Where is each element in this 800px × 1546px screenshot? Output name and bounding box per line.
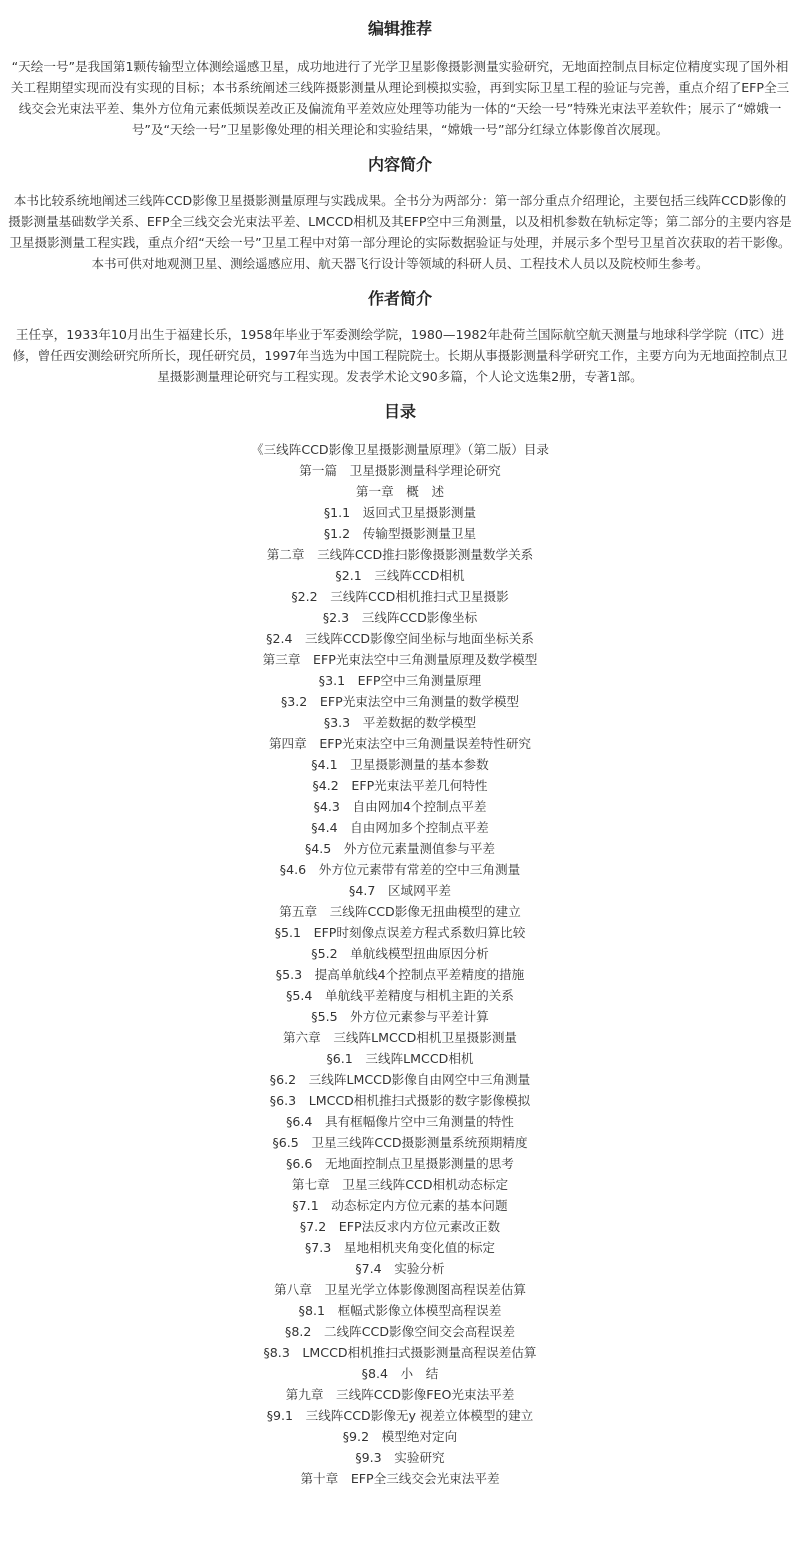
toc-entry: §1.2 传输型摄影测量卫星 [323,526,477,541]
toc-entry: §6.5 卫星三线阵CCD摄影测量系统预期精度 [272,1135,528,1150]
toc-entry: 第一篇 卫星摄影测量科学理论研究 [299,463,501,478]
toc-entry: §6.1 三线阵LMCCD相机 [326,1051,474,1066]
toc-entry: §2.2 三线阵CCD相机推扫式卫星摄影 [291,589,509,604]
toc-entry: §8.4 小 结 [361,1366,439,1381]
toc-entry: §6.4 具有框幅像片空中三角测量的特性 [286,1114,514,1129]
toc-entry: 第七章 卫星三线阵CCD相机动态标定 [291,1177,509,1192]
toc-entry: §5.3 提高单航线4个控制点平差精度的措施 [275,967,525,982]
toc-entry: 第九章 三线阵CCD影像FEO光束法平差 [285,1387,515,1402]
toc-entry: §9.1 三线阵CCD影像无y 视差立体模型的建立 [266,1408,534,1423]
toc-entry: §4.1 卫星摄影测量的基本参数 [311,757,489,772]
toc-entry: §4.5 外方位元素量测值参与平差 [304,841,496,856]
editor-recommendation-text: “天绘一号”是我国第1颗传输型立体测绘遥感卫星，成功地进行了光学卫星影像摄影测量实验研究，无地面控制点目标定位精度实现了国外相关工程期望实现而没有实现的目标；本书系统阐述三线阵摄影测量从理论到模拟实验，再到实际卫星工程的验证与完善，重点介绍了EFP全三线交会光束法平差、集外方位角元素低频误差改正及偏流角平差效应处理等功能为一体的“天绘一号”特殊光束法平差软件；展示了“嫦娥一号”及“天绘一号”卫星影像处理的相关理论和实验结果，“嫦娥一号”部分红绿立体影像首次展现。 [10,59,790,137]
toc-entry: §4.7 区域网平差 [349,883,451,898]
table-of-contents-section [8,387,792,1489]
toc-entry: §5.4 单航线平差精度与相机主距的关系 [286,988,514,1003]
toc-entry: §5.5 外方位元素参与平差计算 [311,1009,489,1024]
toc-entry: §7.2 EFP法反求内方位元素改正数 [299,1219,501,1234]
content-intro-section [8,140,792,274]
editor-recommendation-heading: 编辑推荐 [367,19,432,38]
author-intro-text: 王任享，1933年10月出生于福建长乐，1958年毕业于军委测绘学院，1980—1982年赴荷兰国际航空航天测量与地球科学学院（ITC）进修，曾任西安测绘研究所所长，现任研究员，1997年当选为中国工程院院士。长期从事摄影测量科学研究工作，主要方向为无地面控制点卫星摄影测量理论研究与工程实现。发表学术论文90多篇，个人论文选集2册，专著1部。 [12,327,788,384]
author-intro-heading: 作者简介 [367,289,432,308]
toc-entry: 第四章 EFP光束法空中三角测量误差特性研究 [268,736,532,751]
toc-entry: 第三章 EFP光束法空中三角测量原理及数学模型 [262,652,538,667]
toc-entry: §6.6 无地面控制点卫星摄影测量的思考 [286,1156,514,1171]
toc-entry: §1.1 返回式卫星摄影测量 [323,505,477,520]
toc-entry: 第五章 三线阵CCD影像无扭曲模型的建立 [279,904,521,919]
toc-entry: §4.3 自由网加4个控制点平差 [313,799,487,814]
toc-entry: §4.2 EFP光束法平差几何特性 [312,778,488,793]
toc-entry: 第十章 EFP全三线交会光束法平差 [300,1471,500,1486]
toc-entry: §2.4 三线阵CCD影像空间坐标与地面坐标关系 [266,631,534,646]
toc-entry: §5.1 EFP时刻像点误差方程式系数归算比较 [274,925,526,940]
table-of-contents-list [8,439,792,1489]
toc-entry: 《三线阵CCD影像卫星摄影测量原理》（第二版）目录 [250,442,550,457]
toc-entry: §5.2 单航线模型扭曲原因分析 [311,946,489,961]
toc-entry: §2.3 三线阵CCD影像坐标 [322,610,478,625]
toc-entry: §3.2 EFP光束法空中三角测量的数学模型 [280,694,520,709]
toc-entry: 第六章 三线阵LMCCD相机卫星摄影测量 [282,1030,518,1045]
toc-entry: §8.3 LMCCD相机推扫式摄影测量高程误差估算 [263,1345,537,1360]
table-of-contents-heading: 目录 [383,402,416,421]
toc-entry: §7.4 实验分析 [355,1261,445,1276]
toc-entry: §9.2 模型绝对定向 [342,1429,458,1444]
content-intro-paragraph-1: 本书比较系统地阐述三线阵CCD影像卫星摄影测量原理与实践成果。全书分为两部分：第一部分重点介绍理论，主要包括三线阵CCD影像的摄影测量基础数学关系、EFP全三线交会光束法平差、LMCCD相机及其EFP空中三角测量，以及相机参数在轨标定等；第二部分的主要内容是卫星摄影测量工程实践，重点介绍“天绘一号”卫星工程中对第一部分理论的实际数据验证与处理，并展示多个型号卫星首次获取的若干影像。 [8,193,792,250]
toc-entry: 第二章 三线阵CCD推扫影像摄影测量数学关系 [266,547,534,562]
toc-entry: §6.3 LMCCD相机推扫式摄影的数字影像模拟 [269,1093,531,1108]
toc-entry: §6.2 三线阵LMCCD影像自由网空中三角测量 [269,1072,531,1087]
toc-entry: §8.2 二线阵CCD影像空间交会高程误差 [285,1324,515,1339]
toc-entry: §3.3 平差数据的数学模型 [323,715,477,730]
toc-entry: 第八章 卫星光学立体影像测图高程误差估算 [274,1282,526,1297]
editor-recommendation-section [8,0,792,140]
toc-entry: §4.4 自由网加多个控制点平差 [311,820,489,835]
author-intro-section [8,274,792,387]
content-intro-paragraph-2: 本书可供对地观测卫星、测绘遥感应用、航天器飞行设计等领域的科研人员、工程技术人员以及院校师生参考。 [91,256,709,271]
toc-entry: §4.6 外方位元素带有常差的空中三角测量 [279,862,521,877]
toc-entry: §8.1 框幅式影像立体模型高程误差 [298,1303,502,1318]
toc-entry: §7.1 动态标定内方位元素的基本问题 [292,1198,508,1213]
toc-entry: §9.3 实验研究 [355,1450,445,1465]
toc-entry: §7.3 星地相机夹角变化值的标定 [304,1240,496,1255]
content-intro-heading: 内容简介 [367,155,432,174]
toc-entry: 第一章 概 述 [355,484,445,499]
toc-entry: §2.1 三线阵CCD相机 [335,568,465,583]
toc-entry: §3.1 EFP空中三角测量原理 [318,673,482,688]
